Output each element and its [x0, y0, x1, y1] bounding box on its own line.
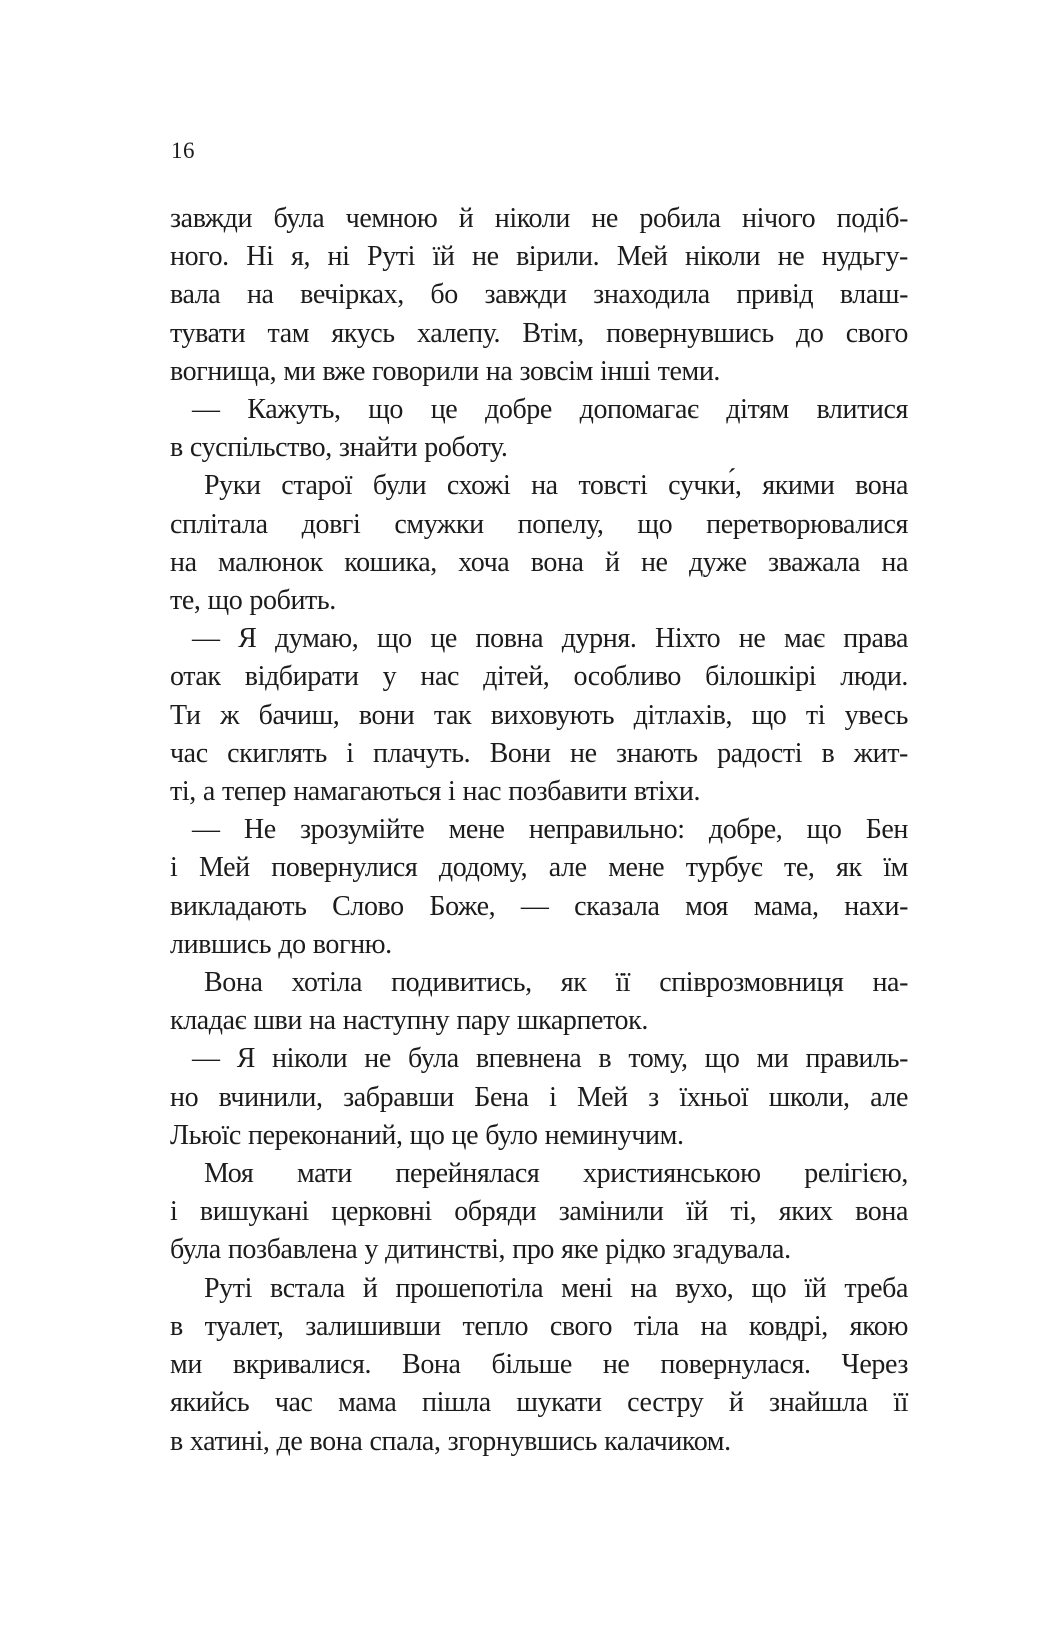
text-line: на малюнок кошика, хоча вона й не дуже зважала на: [170, 546, 908, 578]
text-line: вала на вечірках, бо завжди знаходила привід влаш-: [170, 279, 908, 311]
text-line: те, що робить.: [170, 585, 336, 617]
text-line: Моя мати перейнялася християнською релігією,: [204, 1158, 908, 1190]
paragraph: [170, 811, 908, 964]
paragraph: [170, 964, 908, 1040]
text-line: і Мей повернулися додому, але мене турбує те, як їм: [170, 852, 908, 884]
text-line: отак відбирати у нас дітей, особливо білошкірі люди.: [170, 661, 908, 693]
text-line: в суспільство, знайти роботу.: [170, 432, 508, 464]
paragraph: [170, 620, 908, 811]
paragraph: [170, 1155, 908, 1270]
text-line: Руті встала й прошепотіла мені на вухо, що їй треба: [204, 1272, 908, 1304]
text-block: [170, 200, 908, 1461]
text-line: в хатині, де вона спала, згорнувшись калачиком.: [170, 1425, 731, 1457]
text-line: час скиглять і плачуть. Вони не знають радості в жит-: [170, 737, 908, 769]
text-line: Вона хотіла подивитись, як її співрозмовниця на-: [204, 967, 908, 999]
text-line: завжди була чемною й ніколи не робила нічого подіб-: [170, 203, 908, 234]
text-line: ного. Ні я, ні Руті їй не вірили. Мей ніколи не нудьгу-: [170, 241, 908, 273]
text-line: ми вкривалися. Вона більше не повернулася. Через: [170, 1349, 908, 1381]
text-line: Руки старої були схожі на товсті сучки́, якими вона: [204, 470, 908, 502]
paragraph: [170, 467, 908, 620]
text-line: Ти ж бачиш, вони так виховують дітлахів, що ті увесь: [170, 699, 908, 731]
text-line: но вчинили, забравши Бена і Мей з їхньої школи, але: [170, 1081, 908, 1113]
text-line: в туалет, залишивши тепло свого тіла на ковдрі, якою: [170, 1310, 908, 1342]
text-line: — Я ніколи не була впевнена в тому, що ми правиль-: [192, 1043, 908, 1075]
paragraph: [170, 200, 908, 391]
text-line: сплітала довгі смужки попелу, що перетворювалися: [170, 508, 908, 540]
text-line: кладає шви на наступну пару шкарпеток.: [170, 1005, 648, 1037]
text-line: — Я думаю, що це повна дурня. Ніхто не має права: [192, 623, 908, 655]
text-line: — Кажуть, що це добре допомагає дітям влитися: [192, 394, 908, 426]
text-line: якийсь час мама пішла шукати сестру й знайшла її: [170, 1387, 908, 1419]
text-line: Льюїс переконаний, що це було неминучим.: [170, 1119, 684, 1151]
paragraph: [170, 391, 908, 467]
text-line: — Не зрозумійте мене неправильно: добре, що Бен: [192, 814, 908, 846]
text-line: і вишукані церковні обряди замінили їй ті, яких вона: [170, 1196, 908, 1228]
text-line: була позбавлена у дитинстві, про яке рідко згадувала.: [170, 1234, 791, 1266]
page-number: 16: [171, 138, 195, 163]
paragraph: [170, 1270, 908, 1461]
text-line: тувати там якусь халепу. Втім, повернувшись до свого: [170, 317, 908, 349]
text-line: вогнища, ми вже говорили на зовсім інші теми.: [170, 355, 721, 387]
text-line: лившись до вогню.: [170, 928, 392, 960]
text-line: ті, а тепер намагаються і нас позбавити втіхи.: [170, 776, 701, 808]
paragraph: [170, 1040, 908, 1155]
text-line: викладають Слово Боже, — сказала моя мама, нахи-: [170, 890, 908, 922]
